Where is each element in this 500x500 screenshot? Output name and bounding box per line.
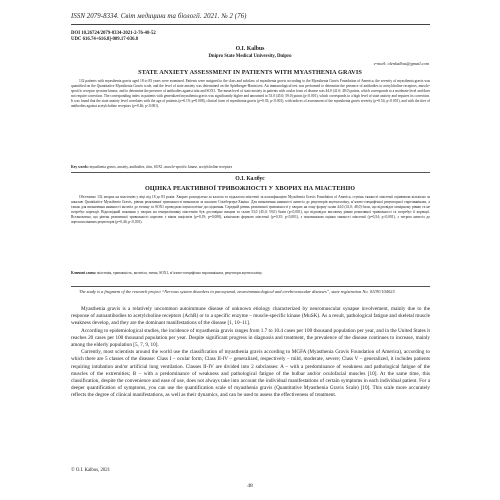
author-name-en: O.I. Kalbus bbox=[235, 46, 265, 52]
section-divider bbox=[71, 286, 430, 287]
keywords-en bbox=[71, 165, 430, 171]
body-paragraph: Currently, most scientists around the world use the classification of myasthenia gravis according to MGFA (Myasthenia Gravis Foundation of America), according to which there are 5 classes of the disease: Class I – ocular form; Class II-IV – generalized, respectively – mild, moderate, severe; Class V – generalized, it includes patients requiring intubation and/or artificial lung ventilation. Classes II-IV are divided into 2 subclasses: A – with a predominance of weakness and pathological fatigue of the muscles of the extremities; B – with a predominance of weakness and pathological fatigue of the bulbar and/or oculofacial muscles [10]. At the same time, this classification, despite the convenience and ease of use, does not always take into account the individual manifestations of certain symptoms in each individual patient. For a deeper quantification of symptoms, you can use the quantification scale of myasthenia gravis (Quantitative Myasthenia Gravis Scale) [10]. This scale more accurately reflects the degree of clinical manifestations, as well as their dynamics, and can be used to assess the effectiveness of treatment. bbox=[71, 349, 430, 399]
page-number: 48 bbox=[247, 483, 253, 489]
author-email[interactable]: e-mail: olenkalbus@gmail.com bbox=[373, 61, 429, 66]
keywords-label-ua: Ключові слова: bbox=[71, 271, 97, 275]
affiliation: Dnipro State Medical University, Dnipro bbox=[208, 54, 292, 59]
keywords-text-en: myasthenia gravis, anxiety, antibodies, titin, SOX1, muscle-specific kinase, acetylcholine receptors bbox=[89, 165, 233, 169]
funding-note: The study is a fragment of the research project “Nervous system disorders in paroxysmal, neuroimmunological and cerebrovascular diseases”, state registration No. 0119U104023. bbox=[79, 289, 396, 294]
article-body bbox=[71, 306, 430, 400]
article-title-ua: ОЦІНКА РЕАКТИВНОЇ ТРИВОЖНОСТІ У ХВОРИХ НА МІАСТЕНІЮ bbox=[144, 185, 356, 192]
article-identifiers bbox=[71, 31, 156, 43]
section-divider bbox=[71, 172, 430, 173]
keywords-ua bbox=[71, 271, 430, 282]
author-name-ua: О.І. Калбус bbox=[235, 176, 265, 182]
udc-line: UDC 616.74+616.8]-009.17-036.8 bbox=[71, 37, 139, 42]
body-paragraph: Myasthenia gravis is a relatively uncommon autoimmune disease of unknown etiology characterized by neuromuscular synapse involvement, mainly due to the response of autoantibodies to acetylcholine receptors (AchR) or to a specific enzyme – muscle-specific kinase (MuSK). As a result, pathological fatigue and skeletal muscle weakness develop, and they are the dominant manifestations of the disease [1, 10–11]. bbox=[71, 306, 430, 327]
abstract-ua: Обстежено 132 хворих на міастенію у віці від 18 до 83 років. Хворих розподілено за класом та підкласом міастенії за класифікацією Myasthenia Gravis Foundation of America, ступінь тяжкості міастенії оцінювали кількісно за шкалою Quantitative Myasthenia Gravis, рівень реактивної тривожності визначали за шкалою Спілбергера-Ханіна. Для визначення наявності антитіл до рецепторів ацетилхоліну, м’язово-специфічної рецепторної тирозинкінази, а також для визначення наявності антитіл до титину та SOX1 проводили імунологічне дослідження. Середній рівень реактивної тривожності у хворих на очну форму склав 44,0 (41,0; 48,0) бали, що відповідає помірному рівню та не потребує корекції. Відповідний показник у хворих на генералізовану міастенію був достовірно вищим та склав 53,0 (45,0; 59,0) балів (p<0,001), що відповідає високому рівню реактивної тривожності та потребує її корекції. Встановлено, що рівень реактивної тривожності корелює з віком пацієнтів (ρ=0,19; p=0,008), клінічною формою міастенії (ρ=0,35; p<0,001), з показниками оцінки тяжкості міастенії (ρ=0,54; p<0,001), з титром антитіл до ацетилхолінових рецепторів (ρ=0,46; p<0,001). bbox=[71, 195, 430, 225]
running-header: ISSN 2079-8334. Світ медицини та біології. 2021. № 2 (76) bbox=[71, 13, 247, 20]
abstract-en: 132 patients with myasthenia gravis aged 18 to 83 years were examined. Patients were assigned to the class and subclass of myasthenia gravis according to the Myasthenia Gravis Foundation of America, the severity of myasthenia gravis was quantified on the Quantitative Myasthenia Gravis scale, and the level of state anxiety was determined on the Spielberger-Hanin test. An immunological test was performed to determine the presence of antibodies to acetylcholine receptors, muscle-specific receptor tyrosine kinase, and to determine the presence of antibodies against titin and SOX1. The mean level of state anxiety in patients with ocular form of disease was 44.0 (41.0; 48.0) points, which corresponds to a moderate level and does not require correction. The corresponding index in patients with generalized myasthenia gravis was significantly higher and amounted to 53.0 (45.0; 59.0) points (p<0.001), which corresponds to a high level of state anxiety and requires its correction. It was found that the state anxiety level correlates with the age of patients (ρ=0.19; p=0.008), clinical form of myasthenia gravis (ρ=0.35; p<0.001), with indices of assessment of the myasthenia gravis severity (ρ=0.54; p<0.001), and with the titer of antibodies against acetylcholine receptors (ρ=0.46; p<0.001). bbox=[71, 79, 430, 109]
doi-line: DOI 10.26724/2079-8334-2021-2-76-48-52 bbox=[71, 31, 156, 36]
body-paragraph: According to epidemiological studies, the incidence of myasthenia gravis ranges from 1.7 to 10.4 cases per 100 thousand population per year, and in the United States it reaches 20 cases per 100 thousand population per year. Despite significant progress in diagnosis and treatment, the prevalence of the disease continues to increase, mainly among the elderly population [5, 7, 9, 10]. bbox=[71, 327, 430, 349]
keywords-text-ua: міастенія, тривожність, антитіла, титин, SOX1, м’язово-специфічна тирозинкіназа, рецептори ацетилхоліну. bbox=[96, 271, 263, 275]
header-rule bbox=[71, 24, 430, 25]
article-title-en: STATE ANXIETY ASSESSMENT IN PATIENTS WITH MYASTHENIA GRAVIS bbox=[138, 69, 362, 76]
copyright-notice: © O.I. Kalbus, 2021 bbox=[71, 468, 111, 473]
keywords-label-en: Key words: bbox=[71, 165, 89, 169]
